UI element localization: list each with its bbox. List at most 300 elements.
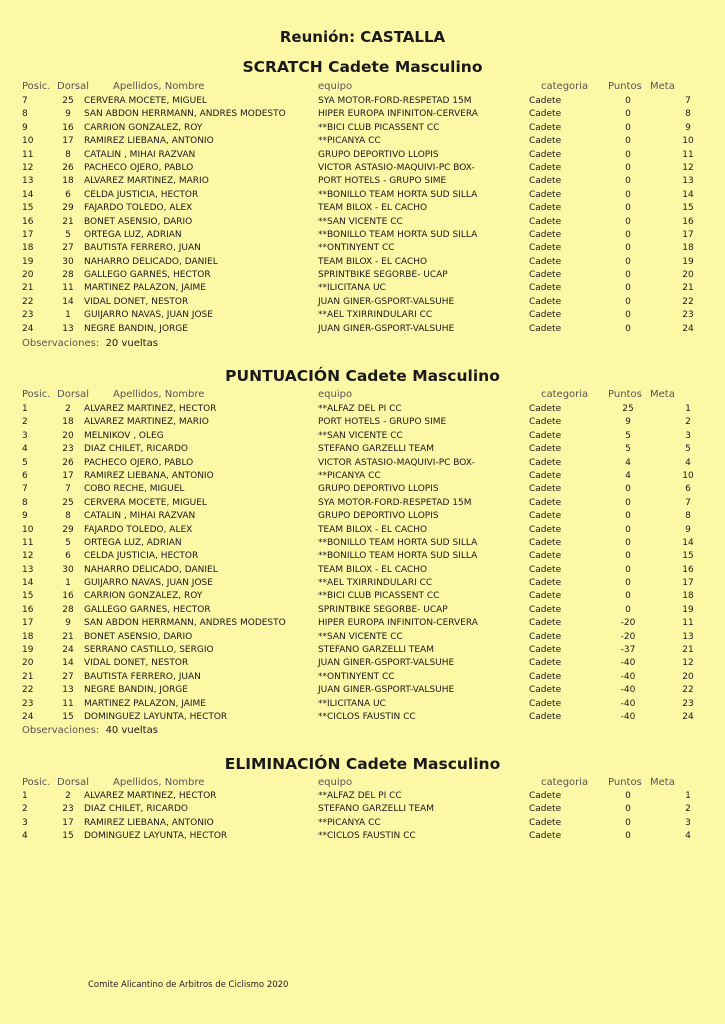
cell-position: 13 <box>22 564 34 575</box>
cell-team: **AEL TXIRRINDULARI CC <box>318 578 433 589</box>
cell-name: NEGRE BANDIN, JORGE <box>84 323 188 334</box>
col-pos: Posic. <box>22 389 51 400</box>
table-row <box>0 297 725 310</box>
cell-dorsal: 28 <box>62 270 74 281</box>
cell-position: 23 <box>22 698 34 709</box>
cell-meta: 20 <box>682 671 694 682</box>
cell-position: 3 <box>22 430 28 441</box>
cell-name: NAHARRO DELICADO, DANIEL <box>84 256 218 267</box>
cell-category: Cadete <box>529 457 562 468</box>
cell-category: Cadete <box>529 618 562 629</box>
cell-category: Cadete <box>529 404 562 414</box>
cell-points: 0 <box>625 283 631 294</box>
col-category: categoria <box>541 389 589 400</box>
cell-meta: 13 <box>682 176 694 187</box>
cell-points: 0 <box>625 296 631 307</box>
cell-position: 18 <box>22 243 34 254</box>
table-row <box>0 672 725 685</box>
cell-position: 15 <box>22 203 34 214</box>
cell-category: Cadete <box>529 270 562 281</box>
cell-team: STEFANO GARZELLI TEAM <box>318 444 434 455</box>
cell-meta: 14 <box>682 537 694 548</box>
table-row <box>0 458 725 471</box>
cell-position: 21 <box>22 283 34 294</box>
cell-points: 0 <box>625 229 631 240</box>
cell-points: 0 <box>625 791 631 801</box>
cell-position: 20 <box>22 270 34 281</box>
results-table-scratch <box>0 96 725 337</box>
cell-category: Cadete <box>529 470 562 481</box>
cell-points: 0 <box>625 176 631 187</box>
cell-points: 0 <box>625 831 631 842</box>
column-header-scratch <box>0 81 725 94</box>
cell-dorsal: 13 <box>62 323 74 334</box>
cell-meta: 21 <box>682 645 694 656</box>
cell-dorsal: 6 <box>65 551 71 562</box>
cell-team: **BONILLO TEAM HORTA SUD SILLA <box>318 551 478 562</box>
column-header-eliminacion <box>0 777 725 790</box>
cell-dorsal: 25 <box>62 96 74 106</box>
cell-category: Cadete <box>529 417 562 428</box>
cell-name: PACHECO OJERO, PABLO <box>84 162 194 173</box>
cell-team: **CICLOS FAUSTIN CC <box>318 711 416 722</box>
cell-position: 3 <box>22 817 28 828</box>
table-row <box>0 324 725 337</box>
cell-category: Cadete <box>529 685 562 696</box>
table-row <box>0 831 725 844</box>
cell-points: 0 <box>625 162 631 173</box>
cell-team: **SAN VICENTE CC <box>318 631 403 642</box>
col-pos: Posic. <box>22 81 51 92</box>
cell-category: Cadete <box>529 136 562 147</box>
cell-meta: 24 <box>682 711 694 722</box>
observations-puntuacion <box>22 725 158 736</box>
table-row <box>0 618 725 631</box>
cell-category: Cadete <box>529 578 562 589</box>
cell-points: 0 <box>625 243 631 254</box>
cell-points: 0 <box>625 189 631 200</box>
cell-dorsal: 14 <box>62 658 74 669</box>
table-row <box>0 176 725 189</box>
cell-position: 4 <box>22 444 28 455</box>
cell-category: Cadete <box>529 296 562 307</box>
cell-name: MELNIKOV , OLEG <box>84 430 164 441</box>
cell-meta: 15 <box>682 551 694 562</box>
cell-team: **BONILLO TEAM HORTA SUD SILLA <box>318 537 478 548</box>
cell-meta: 10 <box>682 470 694 481</box>
cell-team: SPRINTBIKE SEGORBE- UCAP <box>318 604 448 615</box>
cell-team: GRUPO DEPORTIVO LLOPIS <box>318 484 439 495</box>
cell-position: 17 <box>22 618 34 629</box>
cell-dorsal: 17 <box>62 470 74 481</box>
cell-meta: 5 <box>685 444 691 455</box>
cell-dorsal: 18 <box>62 417 74 428</box>
cell-points: 25 <box>622 404 634 414</box>
cell-position: 16 <box>22 216 34 227</box>
table-row <box>0 632 725 645</box>
cell-team: **BICI CLUB PICASSENT CC <box>318 122 440 133</box>
table-row <box>0 699 725 712</box>
cell-position: 12 <box>22 551 34 562</box>
cell-points: -20 <box>620 618 636 629</box>
cell-name: CERVERA MOCETE, MIGUEL <box>84 497 207 508</box>
cell-team: **BONILLO TEAM HORTA SUD SILLA <box>318 189 478 200</box>
cell-position: 5 <box>22 457 28 468</box>
results-table-puntuacion <box>0 404 725 725</box>
cell-name: GALLEGO GARNES, HECTOR <box>84 270 211 281</box>
cell-dorsal: 27 <box>62 243 74 254</box>
cell-meta: 9 <box>685 122 691 133</box>
cell-position: 2 <box>22 417 28 428</box>
cell-team: HIPER EUROPA INFINITON-CERVERA <box>318 109 478 120</box>
cell-meta: 3 <box>685 817 691 828</box>
cell-team: **BICI CLUB PICASSENT CC <box>318 591 440 602</box>
obs-label: Observaciones: <box>22 338 100 349</box>
col-category: categoria <box>541 777 589 788</box>
cell-team: TEAM BILOX - EL CACHO <box>318 203 428 214</box>
cell-meta: 4 <box>685 457 691 468</box>
cell-dorsal: 5 <box>65 537 71 548</box>
table-row <box>0 163 725 176</box>
col-name: Apellidos, Nombre <box>113 389 205 400</box>
cell-name: ORTEGA LUZ, ADRIAN <box>84 537 182 548</box>
table-row <box>0 404 725 417</box>
cell-team: HIPER EUROPA INFINITON-CERVERA <box>318 618 478 629</box>
cell-name: CERVERA MOCETE, MIGUEL <box>84 96 207 106</box>
cell-meta: 14 <box>682 189 694 200</box>
cell-position: 13 <box>22 176 34 187</box>
cell-team: **AEL TXIRRINDULARI CC <box>318 310 433 321</box>
cell-name: NAHARRO DELICADO, DANIEL <box>84 564 218 575</box>
table-row <box>0 538 725 551</box>
cell-team: SPRINTBIKE SEGORBE- UCAP <box>318 270 448 281</box>
cell-meta: 11 <box>682 149 694 160</box>
cell-team: **ONTINYENT CC <box>318 671 395 682</box>
cell-name: MARTINEZ PALAZON, JAIME <box>84 698 206 709</box>
cell-meta: 2 <box>685 804 691 815</box>
cell-points: 0 <box>625 817 631 828</box>
cell-name: DOMINGUEZ LAYUNTA, HECTOR <box>84 831 228 842</box>
table-row <box>0 150 725 163</box>
table-row <box>0 257 725 270</box>
col-name: Apellidos, Nombre <box>113 777 205 788</box>
cell-dorsal: 5 <box>65 229 71 240</box>
cell-team: TEAM BILOX - EL CACHO <box>318 524 428 535</box>
cell-meta: 17 <box>682 229 694 240</box>
cell-team: **ONTINYENT CC <box>318 243 395 254</box>
cell-team: **PICANYA CC <box>318 470 381 481</box>
cell-position: 16 <box>22 604 34 615</box>
cell-points: 0 <box>625 323 631 334</box>
cell-meta: 7 <box>685 96 691 106</box>
cell-meta: 12 <box>682 162 694 173</box>
col-points: Puntos <box>608 777 642 788</box>
cell-team: VICTOR ASTASIO-MAQUIVI-PC BOX- <box>318 162 475 173</box>
cell-category: Cadete <box>529 711 562 722</box>
cell-meta: 22 <box>682 296 694 307</box>
page-title: Reunión: CASTALLA <box>279 28 446 46</box>
cell-name: CARRION GONZALEZ, ROY <box>84 122 203 133</box>
cell-name: PACHECO OJERO, PABLO <box>84 457 194 468</box>
cell-team: GRUPO DEPORTIVO LLOPIS <box>318 149 439 160</box>
cell-dorsal: 9 <box>65 109 71 120</box>
cell-category: Cadete <box>529 189 562 200</box>
cell-team: SYA MOTOR-FORD-RESPETAD 15M <box>318 497 472 508</box>
cell-name: ALVAREZ MARTINEZ, MARIO <box>84 176 209 187</box>
cell-meta: 16 <box>682 564 694 575</box>
table-row <box>0 243 725 256</box>
cell-name: DIAZ CHILET, RICARDO <box>84 804 189 815</box>
table-row <box>0 270 725 283</box>
table-row <box>0 712 725 725</box>
cell-meta: 15 <box>682 203 694 214</box>
cell-team: **SAN VICENTE CC <box>318 216 403 227</box>
col-team: equipo <box>318 777 353 788</box>
cell-position: 4 <box>22 831 28 842</box>
cell-points: 0 <box>625 96 631 106</box>
cell-position: 15 <box>22 591 34 602</box>
cell-name: SAN ABDON HERRMANN, ANDRES MODESTO <box>84 618 286 629</box>
table-row <box>0 444 725 457</box>
cell-meta: 6 <box>685 484 691 495</box>
table-row <box>0 511 725 524</box>
cell-name: FAJARDO TOLEDO, ALEX <box>84 203 193 214</box>
table-row <box>0 818 725 831</box>
cell-category: Cadete <box>529 149 562 160</box>
cell-category: Cadete <box>529 497 562 508</box>
col-meta: Meta <box>650 389 675 400</box>
cell-name: COBO RECHE, MIGUEL <box>84 484 185 495</box>
cell-name: ALVAREZ MARTINEZ, HECTOR <box>84 404 217 414</box>
cell-category: Cadete <box>529 229 562 240</box>
cell-position: 7 <box>22 484 28 495</box>
cell-team: JUAN GINER-GSPORT-VALSUHE <box>318 323 455 334</box>
cell-dorsal: 13 <box>62 685 74 696</box>
cell-points: 0 <box>625 524 631 535</box>
cell-name: CARRION GONZALEZ, ROY <box>84 591 203 602</box>
table-row <box>0 525 725 538</box>
cell-team: GRUPO DEPORTIVO LLOPIS <box>318 511 439 522</box>
cell-position: 17 <box>22 229 34 240</box>
cell-position: 14 <box>22 189 34 200</box>
cell-name: SAN ABDON HERRMANN, ANDRES MODESTO <box>84 109 286 120</box>
cell-category: Cadete <box>529 430 562 441</box>
cell-points: 0 <box>625 310 631 321</box>
cell-dorsal: 24 <box>62 645 74 656</box>
cell-category: Cadete <box>529 162 562 173</box>
col-meta: Meta <box>650 777 675 788</box>
table-row <box>0 498 725 511</box>
cell-name: GALLEGO GARNES, HECTOR <box>84 604 211 615</box>
table-row <box>0 136 725 149</box>
table-row <box>0 645 725 658</box>
cell-dorsal: 23 <box>62 444 74 455</box>
table-row <box>0 591 725 604</box>
cell-meta: 23 <box>682 310 694 321</box>
obs-value: 20 vueltas <box>105 338 158 349</box>
cell-dorsal: 11 <box>62 698 74 709</box>
cell-points: 0 <box>625 216 631 227</box>
cell-team: SYA MOTOR-FORD-RESPETAD 15M <box>318 96 472 106</box>
cell-points: 0 <box>625 122 631 133</box>
cell-points: 0 <box>625 551 631 562</box>
cell-meta: 10 <box>682 136 694 147</box>
cell-meta: 24 <box>682 323 694 334</box>
col-team: equipo <box>318 389 353 400</box>
table-row <box>0 283 725 296</box>
cell-points: 0 <box>625 578 631 589</box>
cell-name: ALVAREZ MARTINEZ, MARIO <box>84 417 209 428</box>
obs-label: Observaciones: <box>22 725 100 736</box>
cell-position: 19 <box>22 256 34 267</box>
cell-category: Cadete <box>529 310 562 321</box>
cell-category: Cadete <box>529 551 562 562</box>
cell-name: BAUTISTA FERRERO, JUAN <box>84 243 201 254</box>
cell-points: -40 <box>620 698 636 709</box>
cell-dorsal: 26 <box>62 457 74 468</box>
footer-credit: Comite Alicantino de Arbitros de Ciclismo 2020 <box>88 980 289 990</box>
cell-meta: 19 <box>682 604 694 615</box>
cell-position: 1 <box>22 791 28 801</box>
cell-category: Cadete <box>529 537 562 548</box>
cell-points: -40 <box>620 685 636 696</box>
cell-meta: 18 <box>682 243 694 254</box>
cell-meta: 22 <box>682 685 694 696</box>
cell-points: 0 <box>625 604 631 615</box>
cell-position: 9 <box>22 511 28 522</box>
table-row <box>0 471 725 484</box>
col-name: Apellidos, Nombre <box>113 81 205 92</box>
col-points: Puntos <box>608 81 642 92</box>
col-category: categoria <box>541 81 589 92</box>
cell-category: Cadete <box>529 804 562 815</box>
cell-points: 0 <box>625 149 631 160</box>
table-row <box>0 203 725 216</box>
results-table-eliminacion <box>0 791 725 845</box>
cell-points: 0 <box>625 203 631 214</box>
cell-position: 19 <box>22 645 34 656</box>
cell-meta: 2 <box>685 417 691 428</box>
cell-category: Cadete <box>529 511 562 522</box>
cell-dorsal: 17 <box>62 817 74 828</box>
cell-points: 0 <box>625 564 631 575</box>
cell-dorsal: 11 <box>62 283 74 294</box>
cell-points: 4 <box>625 457 631 468</box>
cell-category: Cadete <box>529 591 562 602</box>
cell-category: Cadete <box>529 122 562 133</box>
cell-team: **CICLOS FAUSTIN CC <box>318 831 416 842</box>
cell-dorsal: 27 <box>62 671 74 682</box>
cell-dorsal: 20 <box>62 430 74 441</box>
cell-name: SERRANO CASTILLO, SERGIO <box>84 645 214 656</box>
col-team: equipo <box>318 81 353 92</box>
cell-dorsal: 6 <box>65 189 71 200</box>
cell-name: BONET ASENSIO, DARIO <box>84 216 193 227</box>
cell-name: MARTINEZ PALAZON, JAIME <box>84 283 206 294</box>
cell-dorsal: 2 <box>65 404 71 414</box>
cell-points: 5 <box>625 444 631 455</box>
cell-dorsal: 29 <box>62 203 74 214</box>
table-row <box>0 578 725 591</box>
cell-position: 22 <box>22 685 34 696</box>
cell-category: Cadete <box>529 524 562 535</box>
cell-dorsal: 15 <box>62 711 74 722</box>
cell-name: DIAZ CHILET, RICARDO <box>84 444 189 455</box>
cell-team: **SAN VICENTE CC <box>318 430 403 441</box>
cell-name: CELDA JUSTICIA, HECTOR <box>84 189 199 200</box>
cell-category: Cadete <box>529 323 562 334</box>
cell-meta: 1 <box>685 404 691 414</box>
cell-dorsal: 25 <box>62 497 74 508</box>
cell-dorsal: 2 <box>65 791 71 801</box>
cell-name: GUIJARRO NAVAS, JUAN JOSE <box>84 578 213 589</box>
cell-name: DOMINGUEZ LAYUNTA, HECTOR <box>84 711 228 722</box>
col-points: Puntos <box>608 389 642 400</box>
cell-team: PORT HOTELS - GRUPO SIME <box>318 417 447 428</box>
cell-name: VIDAL DONET, NESTOR <box>84 296 189 307</box>
cell-dorsal: 17 <box>62 136 74 147</box>
cell-meta: 9 <box>685 524 691 535</box>
cell-points: -40 <box>620 711 636 722</box>
cell-dorsal: 15 <box>62 831 74 842</box>
cell-points: 0 <box>625 511 631 522</box>
cell-meta: 23 <box>682 698 694 709</box>
cell-position: 24 <box>22 323 34 334</box>
col-pos: Posic. <box>22 777 51 788</box>
cell-position: 6 <box>22 470 28 481</box>
section-title-puntuacion: PUNTUACIÓN Cadete Masculino <box>225 367 500 385</box>
cell-meta: 17 <box>682 578 694 589</box>
cell-meta: 3 <box>685 430 691 441</box>
cell-category: Cadete <box>529 671 562 682</box>
cell-position: 12 <box>22 162 34 173</box>
table-row <box>0 551 725 564</box>
cell-dorsal: 18 <box>62 176 74 187</box>
cell-position: 20 <box>22 658 34 669</box>
cell-category: Cadete <box>529 604 562 615</box>
table-row <box>0 605 725 618</box>
cell-team: JUAN GINER-GSPORT-VALSUHE <box>318 658 455 669</box>
table-row <box>0 230 725 243</box>
table-row <box>0 96 725 109</box>
col-meta: Meta <box>650 81 675 92</box>
cell-position: 10 <box>22 136 34 147</box>
cell-team: JUAN GINER-GSPORT-VALSUHE <box>318 685 455 696</box>
cell-name: FAJARDO TOLEDO, ALEX <box>84 524 193 535</box>
col-dorsal: Dorsal <box>57 81 90 92</box>
table-row <box>0 310 725 323</box>
cell-meta: 13 <box>682 631 694 642</box>
cell-team: VICTOR ASTASIO-MAQUIVI-PC BOX- <box>318 457 475 468</box>
cell-category: Cadete <box>529 831 562 842</box>
cell-points: 5 <box>625 430 631 441</box>
cell-category: Cadete <box>529 698 562 709</box>
cell-name: CELDA JUSTICIA, HECTOR <box>84 551 199 562</box>
table-row <box>0 804 725 817</box>
column-header-puntuacion <box>0 389 725 402</box>
col-dorsal: Dorsal <box>57 389 90 400</box>
col-dorsal: Dorsal <box>57 777 90 788</box>
cell-category: Cadete <box>529 176 562 187</box>
cell-position: 8 <box>22 497 28 508</box>
cell-dorsal: 1 <box>65 310 71 321</box>
cell-name: ORTEGA LUZ, ADRIAN <box>84 229 182 240</box>
cell-dorsal: 30 <box>62 256 74 267</box>
cell-meta: 21 <box>682 283 694 294</box>
cell-position: 10 <box>22 524 34 535</box>
cell-position: 22 <box>22 296 34 307</box>
cell-name: BAUTISTA FERRERO, JUAN <box>84 671 201 682</box>
